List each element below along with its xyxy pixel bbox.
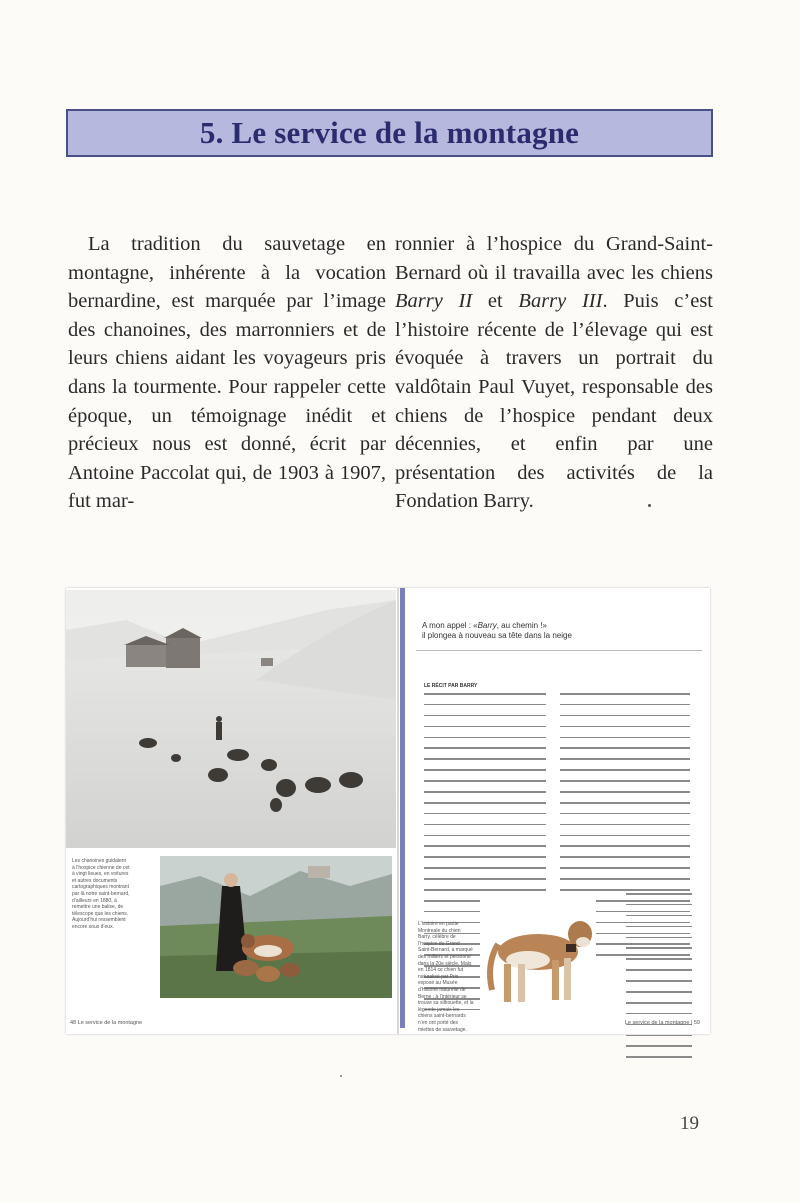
- folio-right: Le service de la montagne | 59: [624, 1020, 700, 1026]
- caption-left: Les chanoines guidaient à l’hospice chienne de cet à vingt lieues, en voitures et autres documents cartographiques montrant par là notre saint-bernard, d’ailleurs en 1880, à remettre une balise, de télescope que les chiens. Aujourd’hui ressemblent encore sous d’eux.: [72, 858, 130, 930]
- folio-left: 48 Le service de la montagne: [70, 1020, 143, 1026]
- stray-mark-bottom: [340, 1075, 342, 1077]
- intro-barry-iii: Barry III: [518, 290, 603, 313]
- recit-heading: LE RÉCIT PAR BARRY: [424, 683, 478, 689]
- intro-text-a: ronnier à l’hospice du Grand-Saint-Bernard où il travailla avec les chiens: [395, 233, 713, 284]
- monk-with-dogs-photo: [160, 856, 392, 998]
- intro-column-right: [395, 230, 713, 516]
- stray-mark: [648, 504, 651, 507]
- quote-divider: [416, 650, 702, 651]
- page-number: 19: [680, 1113, 699, 1134]
- chapter-title-box: [66, 109, 713, 157]
- pull-quote-line-2: il plongea à nouveau sa tête dans la neige: [422, 631, 572, 640]
- book-spread-image: [66, 588, 710, 1034]
- spread-body-col-3: [626, 890, 692, 1064]
- intro-column-left: La tradition du sauvetage en montagne, inhérente à la vocation bernardine, est marquée par l’image des chanoines, des marronniers et de leurs chiens aidant les voyageurs pris dans la tourmente. Pour rappeler cette époque, un témoignage inédit et précieux nous est donné, écrit par Antoine Paccolat qui, de 1903 à 1907, fut mar-: [68, 233, 386, 513]
- stuffed-barry-photo: [480, 894, 596, 1024]
- caption-right: L’histoire en partie Montreale du chien Barry, célèbre de l’hospice du Grand Saint-Bernard, a marqué des milliers et personne dans la 20e siècle. Mais en 1814 ce chien fut naturalisé par Prix exposé au Musée d’histoire naturelle de Berne ; à l’intérieur se trouve sa silhouette, et la légende jamais les chiens saint-bernards n’en ont porté des miettes de sauvetage.: [418, 921, 474, 1033]
- pull-quote: [422, 621, 672, 641]
- intro-text-c: et: [472, 290, 519, 313]
- spread-gutter: [397, 588, 399, 1034]
- intro-barry-ii: Barry II: [395, 290, 473, 313]
- chapter-title: 5. Le service de la montagne: [199, 115, 580, 150]
- pull-quote-line-1: A mon appel : «Barry, au chemin !»: [422, 621, 547, 630]
- spread-accent-bar: [400, 588, 405, 1028]
- hospice-snow-photo: [66, 590, 396, 848]
- intro-text-e: . Puis c’est l’histoire récente de l’élevage qui est évoquée à travers un portrait du valdôtain Paul Vuyet, responsable des chiens de l’hospice pendant deux décennies, et enfin par une présentation des activités de la Fondation Barry.: [395, 290, 714, 513]
